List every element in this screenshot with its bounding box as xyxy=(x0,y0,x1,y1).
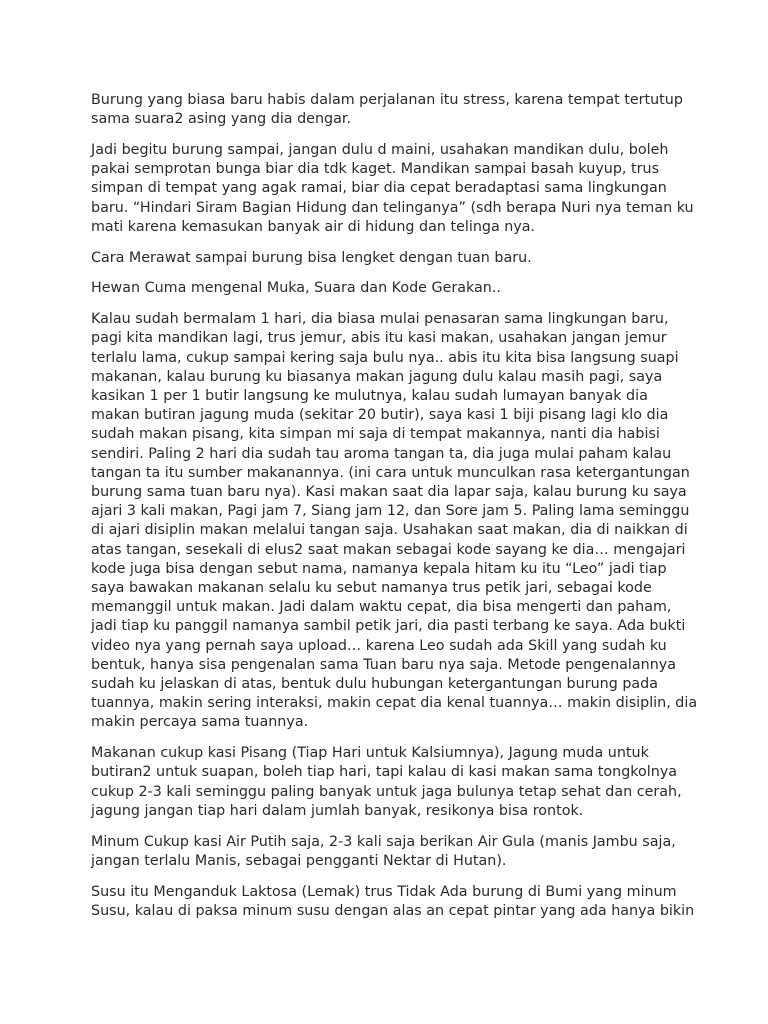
text-line: Makanan cukup kasi Pisang (Tiap Hari untuk Kalsiumnya), Jagung muda untuk xyxy=(91,745,649,762)
text-line: burung sama tuan baru nya). Kasi makan saat dia lapar saja, kalau burung ku saya xyxy=(91,484,687,501)
text-line: pakai semprotan bunga biar dia tdk kaget. Mandikan sampai basah kuyup, trus xyxy=(91,161,660,178)
text-line: di ajari disiplin makan melalui tangan saja. Usahakan saat makan, dia di naikkan di xyxy=(91,522,688,539)
text-line: ajari 3 kali makan, Pagi jam 7, Siang jam 12, dan Sore jam 5. Paling lama seminggu xyxy=(91,503,690,520)
text-line: baru. “Hindari Siram Bagian Hidung dan telinganya” (sdh berapa Nuri nya teman ku xyxy=(91,199,694,216)
text-line: kasikan 1 per 1 butir langsung ke mulutnya, kalau sudah lumayan banyak dia xyxy=(91,388,648,405)
text-line: makanan, kalau burung ku biasanya makan jagung dulu kalau masih pagi, saya xyxy=(91,368,663,385)
text-line: pagi kita mandikan lagi, trus jemur, abis itu kasi makan, usahakan jangan jemur xyxy=(91,330,667,347)
text-line: butiran2 untuk suapan, boleh tiap hari, tapi kalau di kasi makan sama tongkolnya xyxy=(91,764,678,781)
paragraph-4 xyxy=(91,279,691,298)
paragraph-7 xyxy=(91,833,691,871)
text-line: terlalu lama, cukup sampai kering saja bulu nya.. abis itu kita bisa langsung suapi xyxy=(91,349,679,366)
paragraph-1 xyxy=(91,91,691,129)
text-line: tangan ta itu sumber makanannya. (ini cara untuk munculkan rasa ketergantungan xyxy=(91,464,690,481)
text-line: cukup 2-3 kali seminggu paling banyak untuk jaga bulunya tetap sehat dan cerah, xyxy=(91,783,682,800)
text-line: Susu itu Menganduk Laktosa (Lemak) trus Tidak Ada burung di Bumi yang minum xyxy=(91,883,677,900)
text-line: sendiri. Paling 2 hari dia sudah tau aroma tangan ta, dia juga mulai paham kalau xyxy=(91,445,672,462)
text-line: memanggil untuk makan. Jadi dalam waktu cepat, dia bisa mengerti dan paham, xyxy=(91,599,672,616)
text-line: jagung jangan tiap hari dalam jumlah banyak, resikonya bisa rontok. xyxy=(91,802,584,819)
text-line: Cara Merawat sampai burung bisa lengket dengan tuan baru. xyxy=(91,249,532,266)
text-line: Jadi begitu burung sampai, jangan dulu d maini, usahakan mandikan dulu, boleh xyxy=(91,142,669,158)
text-line: sudah makan pisang, kita simpan mi saja di tempat makannya, nanti dia habisi xyxy=(91,426,660,443)
text-line: sudah ku jelaskan di atas, bentuk dulu hubungan ketergantungan burung pada xyxy=(91,676,658,693)
text-line: sama suara2 asing yang dia dengar. xyxy=(91,111,351,128)
paragraph-2 xyxy=(91,141,694,237)
text-line: makan butiran jagung muda (sekitar 20 butir), saya kasi 1 biji pisang lagi klo dia xyxy=(91,407,669,424)
paragraph-5 xyxy=(91,310,698,732)
paragraph-6 xyxy=(91,744,691,821)
text-line: bentuk, hanya sisa pengenalan sama Tuan baru nya saja. Metode pengenalannya xyxy=(91,656,676,673)
paragraph-3 xyxy=(91,249,691,268)
text-line: jadi tiap ku panggil namanya sambil petik jari, dia pasti terbang ke saya. Ada bukti xyxy=(91,618,686,635)
text-line: Susu, kalau di paksa minum susu dengan alas an cepat pintar yang ada hanya bikin xyxy=(91,902,695,919)
paragraph-8 xyxy=(91,883,695,921)
text-line: mati karena kemasukan banyak air di hidung dan telinga nya. xyxy=(91,218,536,235)
document-page xyxy=(91,91,698,933)
text-line: Kalau sudah bermalam 1 hari, dia biasa mulai penasaran sama lingkungan baru, xyxy=(91,311,669,328)
text-line: kode juga bisa dengan sebut nama, namanya kepala hitam ku itu “Leo” jadi tiap xyxy=(91,560,667,577)
text-line: simpan di tempat yang agak ramai, biar dia cepat beradaptasi sama lingkungan xyxy=(91,180,667,197)
text-line: tuannya, makin sering interaksi, makin cepat dia kenal tuannya… makin disiplin, dia xyxy=(91,695,698,712)
text-line: video nya yang pernah saya upload… karena Leo sudah ada Skill yang sudah ku xyxy=(91,637,667,654)
text-line: saya bawakan makanan selalu ku sebut namanya trus petik jari, sebagai kode xyxy=(91,580,652,597)
text-line: jangan terlalu Manis, sebagai pengganti Nektar di Hutan). xyxy=(91,852,507,869)
text-line: makin percaya sama tuannya. xyxy=(91,714,309,731)
text-line: Burung yang biasa baru habis dalam perjalanan itu stress, karena tempat tertutup xyxy=(91,92,683,108)
text-line: Minum Cukup kasi Air Putih saja, 2-3 kali saja berikan Air Gula (manis Jambu saja, xyxy=(91,833,676,850)
text-line: atas tangan, sesekali di elus2 saat makan sebagai kode sayang ke dia… mengajari xyxy=(91,541,686,558)
text-line: Hewan Cuma mengenal Muka, Suara dan Kode Gerakan.. xyxy=(91,280,501,297)
